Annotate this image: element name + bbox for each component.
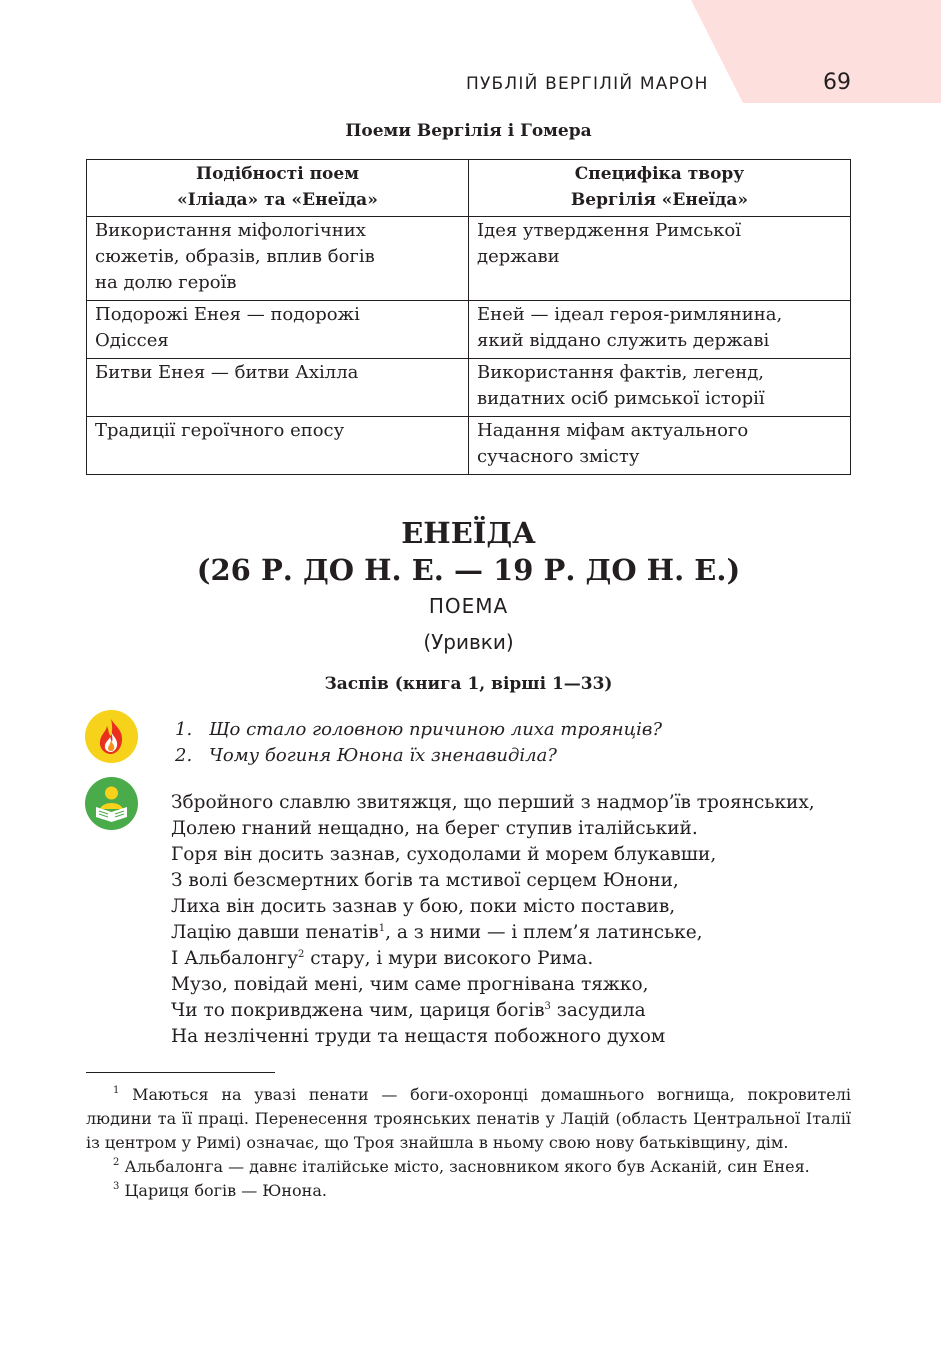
table-cell (469, 417, 851, 475)
footnote-mark: 3 (113, 1181, 120, 1192)
header-line: Подібності поем (196, 164, 359, 184)
cell-line: Ідея утвердження Римської (477, 220, 741, 241)
cell-line: Надання міфам актуального (477, 420, 749, 441)
question-number: 2. (175, 745, 193, 766)
table-row (87, 217, 851, 301)
cell-line: сучасного змісту (477, 446, 640, 467)
work-dates: (26 Р. ДО Н. Е. — 19 Р. ДО Н. Е.) (196, 553, 741, 587)
footnote-divider (86, 1072, 275, 1073)
table-row (87, 417, 851, 475)
work-genre: ПОЕМА (428, 594, 509, 618)
cell-line: який віддано служить державі (477, 330, 770, 351)
reader-icon (85, 777, 138, 830)
table-cell (87, 217, 469, 301)
section-heading: Заспів (книга 1, вірші 1—33) (324, 674, 613, 694)
cell-line: на долю героїв (95, 272, 237, 293)
footnote-text: Альбалонга — давнє італійське місто, засновником якого був Асканій, син Енея. (119, 1157, 810, 1176)
poem-line: Збройного славлю звитяжця, що перший з надмор’їв троянських, (171, 792, 815, 813)
poem-line (171, 920, 815, 946)
table-cell (87, 359, 469, 417)
table-header-cell (87, 160, 469, 217)
question-item (175, 717, 662, 743)
poem-line: Долею гнаний нещадно, на берег ступив італійський. (171, 818, 698, 839)
table-header-cell (469, 160, 851, 217)
footnote (86, 1155, 851, 1179)
poem-line-part: , а з ними — і плем’я латинське, (385, 922, 703, 943)
table-row (87, 359, 851, 417)
footnote-ref: 3 (544, 1001, 551, 1012)
poem-line: З волі безсмертних богів та мстивої серцем Юнони, (171, 870, 679, 891)
page-corner-accent (691, 0, 941, 103)
footnote-text: Цариця богів — Юнона. (119, 1181, 327, 1200)
question-item (175, 743, 662, 769)
questions-list (175, 717, 662, 769)
footnote (86, 1179, 851, 1203)
poem-line (171, 946, 815, 972)
fire-icon (85, 710, 138, 763)
header-line: Вергілія «Енеїда» (570, 190, 749, 210)
poem-text (171, 790, 815, 1050)
table-cell (469, 301, 851, 359)
table-cell (87, 417, 469, 475)
poem-line (171, 998, 815, 1024)
table-cell (469, 359, 851, 417)
table-cell (469, 217, 851, 301)
running-head: ПУБЛІЙ ВЕРГІЛІЙ МАРОН (466, 74, 709, 94)
cell-line: Використання фактів, легенд, (477, 362, 765, 383)
footnote-text: Маються на увазі пенати — боги-охоронці домашнього вогнища, покровителі людини та її праці. Перенесення троянських пенатів у Лацій (область Центральної Італії із центром у Римі) означає, що Троя знайшла в ньому свою нову батьківщину, дім. (86, 1085, 851, 1152)
poem-line: Музо, повідай мені, чим саме прогнівана тяжко, (171, 974, 649, 995)
footnote-ref: 2 (298, 949, 305, 960)
cell-line: Еней — ідеал героя-римлянина, (477, 304, 783, 325)
work-title: ЕНЕЇДА (401, 516, 536, 550)
cell-line: Подорожі Енея — подорожі (95, 304, 360, 325)
poem-line: Лиха він досить зазнав у бою, поки місто поставив, (171, 896, 676, 917)
poem-line-part: І Альбалонгу (171, 948, 298, 969)
excerpt-note: (Уривки) (423, 630, 514, 654)
table-row (87, 301, 851, 359)
comparison-table (86, 159, 851, 475)
work-title-block (86, 515, 851, 589)
footnotes (86, 1083, 851, 1203)
footnote-ref: 1 (378, 923, 386, 934)
question-text: Що стало головною причиною лиха троянців? (209, 719, 663, 740)
poem-line-part: Лацію давши пенатів (171, 922, 379, 943)
footnote-mark: 1 (113, 1085, 120, 1096)
question-text: Чому богиня Юнона їх зненавиділа? (209, 745, 557, 766)
cell-line: Традиції героїчного епосу (95, 420, 345, 441)
cell-line: Використання міфологічних (95, 220, 366, 241)
question-number: 1. (175, 719, 193, 740)
footnote-mark: 2 (113, 1157, 120, 1168)
poem-line: На незліченні труди та нещастя побожного духом (171, 1026, 666, 1047)
poem-line-part: Чи то покривджена чим, цариця богів (171, 1000, 545, 1021)
header-line: Специфіка твору (574, 164, 745, 184)
cell-line: сюжетів, образів, вплив богів (95, 246, 375, 267)
cell-line: Битви Енея — битви Ахілла (95, 362, 359, 383)
footnote (86, 1083, 851, 1155)
cell-line: держави (477, 246, 560, 267)
poem-line-part: стару, і мури високого Рима. (304, 948, 594, 969)
cell-line: Одіссея (95, 330, 169, 351)
page-number: 69 (823, 70, 851, 95)
table-title: Поеми Вергілія і Гомера (345, 121, 592, 141)
poem-line: Горя він досить зазнав, суходолами й морем блукавши, (171, 844, 717, 865)
poem-line-part: засудила (550, 1000, 646, 1021)
header-line: «Іліада» та «Енеїда» (177, 190, 378, 210)
cell-line: видатних осіб римської історії (477, 388, 765, 409)
table-cell (87, 301, 469, 359)
table-header-row (87, 160, 851, 217)
